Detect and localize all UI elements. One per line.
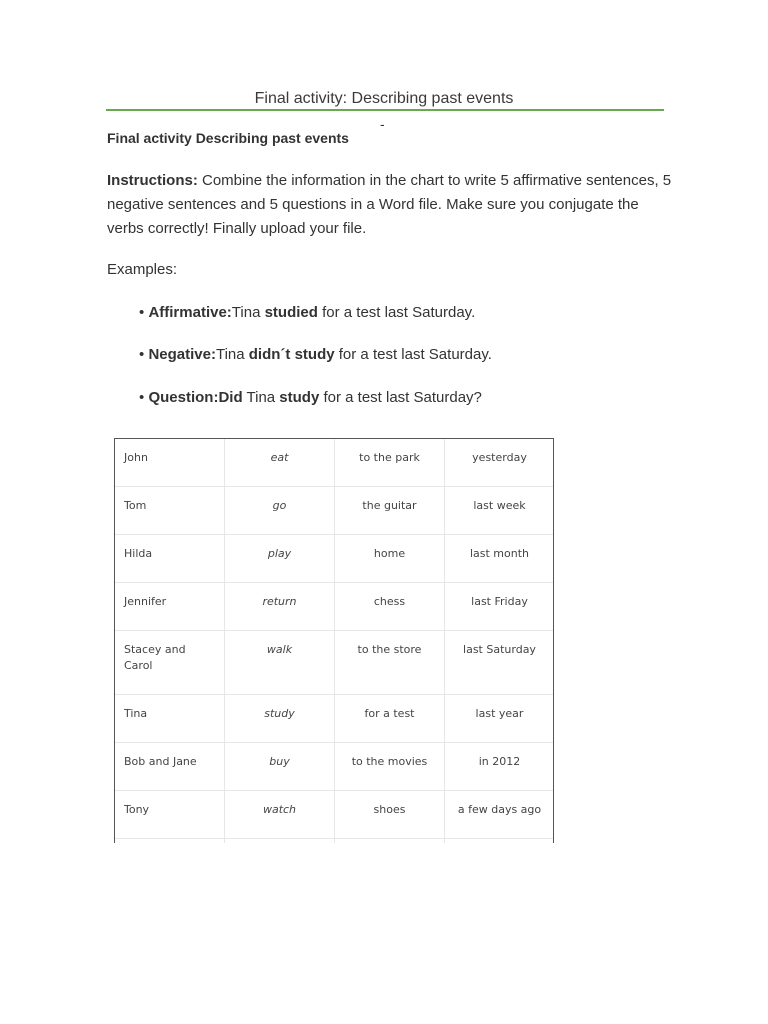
example-post: for a test last Saturday. — [317, 304, 476, 321]
example-label: Negative: — [148, 346, 216, 363]
example-bold-2: study — [279, 389, 320, 406]
example-mid: Tina — [242, 389, 280, 406]
example-bold: studied — [264, 304, 318, 321]
table-row — [115, 583, 554, 631]
table-row — [115, 695, 554, 743]
page-title: Final activity: Describing past events — [254, 90, 514, 107]
verb-cell: watch — [225, 791, 335, 839]
dash-mark: - — [380, 116, 385, 132]
example-pre: Tina — [215, 346, 249, 363]
example-question — [139, 389, 482, 406]
table-row — [115, 439, 554, 487]
time-cell: last Saturday — [445, 631, 555, 695]
object-cell: home — [335, 535, 445, 583]
table-row — [115, 743, 554, 791]
time-cell: last Friday — [445, 583, 555, 631]
example-bold: didn´t study — [248, 346, 335, 363]
subject-cell: Stacey and Carol — [115, 631, 225, 695]
verb-cell: return — [225, 583, 335, 631]
example-label: Question: — [148, 389, 219, 406]
subject-cell: Tina — [115, 695, 225, 743]
verb-cell: buy — [225, 743, 335, 791]
example-bold: Did — [218, 389, 243, 406]
instructions-text: Combine the information in the chart to write 5 affirmative sentences, 5 negative sentences and 5 questions in a Word file. Make sure you conjugate the verbs correctly! Finally upload your file. — [107, 172, 672, 237]
subject-cell: Tony — [115, 791, 225, 839]
subject-cell: Bob and Jane — [115, 743, 225, 791]
object-cell: chess — [335, 583, 445, 631]
example-affirmative — [139, 304, 475, 321]
instructions-label: Instructions: — [107, 172, 198, 189]
table-row — [115, 839, 554, 844]
verb-cell: study — [225, 695, 335, 743]
verb-cell: play — [225, 535, 335, 583]
bullet: • — [139, 304, 145, 321]
object-cell: to the store — [335, 631, 445, 695]
object-cell: to the movies — [335, 743, 445, 791]
verb-cell: walk — [225, 631, 335, 695]
bullet: • — [139, 346, 145, 363]
example-post: for a test last Saturday. — [334, 346, 492, 363]
example-negative — [139, 346, 492, 363]
verb-chart — [114, 438, 554, 843]
instructions-paragraph — [107, 169, 677, 241]
time-cell: last year — [445, 695, 555, 743]
empty-cell — [115, 839, 225, 844]
table-row — [115, 631, 554, 695]
example-post: for a test last Saturday? — [319, 389, 482, 406]
verb-cell: go — [225, 487, 335, 535]
bullet: • — [139, 389, 145, 406]
verb-cell: eat — [225, 439, 335, 487]
examples-label: Examples: — [107, 261, 178, 278]
table-row — [115, 535, 554, 583]
object-cell: for a test — [335, 695, 445, 743]
time-cell: last week — [445, 487, 555, 535]
subject-cell: Jennifer — [115, 583, 225, 631]
object-cell: to the park — [335, 439, 445, 487]
empty-cell — [335, 839, 445, 844]
example-pre: Tina — [231, 304, 265, 321]
example-label: Affirmative: — [148, 304, 232, 321]
time-cell: last month — [445, 535, 555, 583]
subject-cell: Tom — [115, 487, 225, 535]
verb-table — [115, 439, 554, 843]
document-heading: Final activity Describing past events — [107, 130, 349, 146]
title-divider — [106, 109, 664, 111]
subject-cell: Hilda — [115, 535, 225, 583]
time-cell: yesterday — [445, 439, 555, 487]
empty-cell — [445, 839, 555, 844]
object-cell: the guitar — [335, 487, 445, 535]
table-row — [115, 791, 554, 839]
subject-cell: John — [115, 439, 225, 487]
time-cell: a few days ago — [445, 791, 555, 839]
time-cell: in 2012 — [445, 743, 555, 791]
table-row — [115, 487, 554, 535]
object-cell: shoes — [335, 791, 445, 839]
empty-cell — [225, 839, 335, 844]
